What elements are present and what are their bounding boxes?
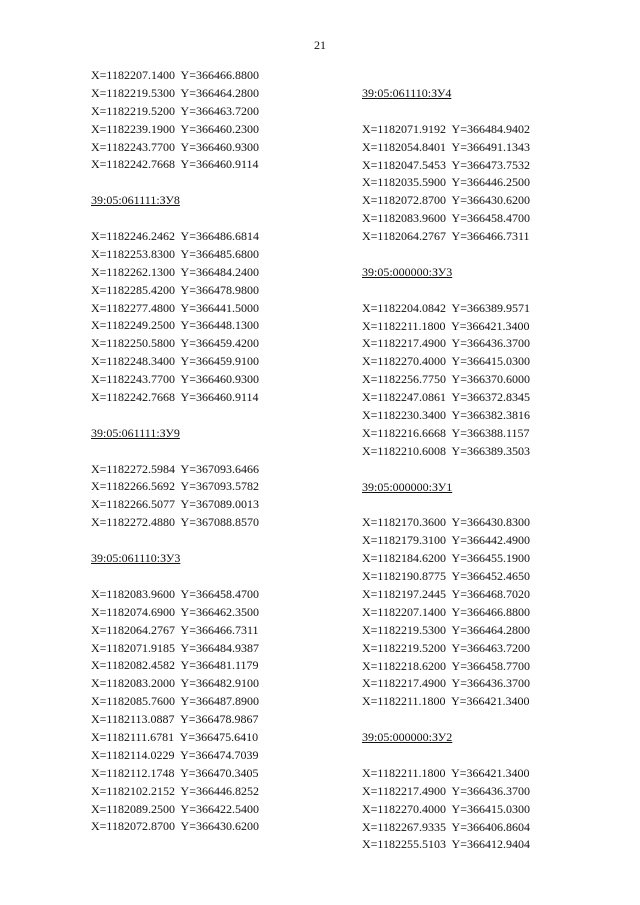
parcel-title: 39:05:000000:ЗУ2 [362,730,453,745]
coordinate-line: X=1182217.4900 Y=366436.3700 [362,676,530,691]
title-spacer [91,568,331,586]
block-spacer [91,532,331,550]
coordinate-line: X=1182083.9600 Y=366458.4700 [362,211,530,226]
coordinate-line: X=1182089.2500 Y=366422.5400 [91,801,259,816]
coordinate-line: X=1182217.4900 Y=366436.3700 [362,783,530,798]
coordinate-line: X=1182179.3100 Y=366442.4900 [362,533,530,548]
left-column [91,67,331,836]
block-spacer [362,461,602,479]
title-spacer [91,443,331,461]
coordinate-block [91,407,331,532]
coordinate-line: X=1182082.4582 Y=366481.1179 [91,658,259,673]
coordinate-line: X=1182217.4900 Y=366436.3700 [362,336,530,351]
coordinate-line: X=1182211.1800 Y=366421.3400 [362,318,530,333]
coordinate-line: X=1182085.7600 Y=366487.8900 [91,694,259,709]
coordinate-line: X=1182197.2445 Y=366468.7020 [362,586,530,601]
coordinate-line: X=1182207.1400 Y=366466.8800 [362,604,530,619]
coordinate-line: X=1182072.8700 Y=366430.6200 [91,819,259,834]
coordinate-line: X=1182218.6200 Y=366458.7700 [362,658,530,673]
coordinate-line: X=1182064.2767 Y=366466.7311 [91,622,259,637]
coordinate-line: X=1182272.5984 Y=367093.6466 [91,461,259,476]
coordinate-line: X=1182035.5900 Y=366446.2500 [362,175,530,190]
block-spacer [362,246,602,264]
block-spacer [362,711,602,729]
coordinate-line: X=1182211.1800 Y=366421.3400 [362,694,530,709]
coordinate-line: X=1182253.8300 Y=366485.6800 [91,246,259,261]
coordinate-line: X=1182246.2462 Y=366486.6814 [91,229,259,244]
coordinate-line: X=1182243.7700 Y=366460.9300 [91,372,259,387]
coordinate-line: X=1182270.4000 Y=366415.0300 [362,354,530,369]
coordinate-line: X=1182266.5077 Y=367089.0013 [91,497,259,512]
parcel-title: 39:05:061111:ЗУ8 [91,193,180,208]
title-spacer [362,282,602,300]
coordinate-line: X=1182249.2500 Y=366448.1300 [91,318,259,333]
coordinate-line: X=1182267.9335 Y=366406.8604 [362,819,530,834]
title-spacer [91,210,331,228]
parcel-title: 39:05:061110:ЗУ4 [362,86,452,100]
coordinate-block [91,67,331,174]
coordinate-line: X=1182242.7668 Y=366460.9114 [91,390,259,405]
coordinate-line: X=1182064.2767 Y=366466.7311 [362,229,530,244]
parcel-title: 39:05:061111:ЗУ9 [91,425,180,440]
coordinate-line: X=1182219.5300 Y=366464.2800 [91,85,259,100]
coordinate-block [362,461,602,711]
coordinate-line: X=1182204.0842 Y=366389.9571 [362,300,530,315]
coordinate-line: X=1182207.1400 Y=366466.8800 [91,68,259,82]
coordinate-line: X=1182071.9192 Y=366484.9402 [362,121,530,136]
coordinate-line: X=1182111.6781 Y=366475.6410 [91,729,259,744]
parcel-title: 39:05:061110:ЗУ3 [91,551,181,566]
coordinate-line: X=1182272.4880 Y=367088.8570 [91,515,259,530]
coordinate-line: X=1182102.2152 Y=366446.8252 [91,783,259,798]
coordinate-line: X=1182219.5200 Y=366463.7200 [91,103,259,118]
coordinate-line: X=1182255.5103 Y=366412.9404 [362,837,530,852]
parcel-title: 39:05:000000:ЗУ3 [362,264,453,279]
coordinate-line: X=1182219.5200 Y=366463.7200 [362,640,530,655]
coordinate-line: X=1182285.4200 Y=366478.9800 [91,282,259,297]
coordinate-line: X=1182247.0861 Y=366372.8345 [362,390,530,405]
coordinate-line: X=1182277.4800 Y=366441.5000 [91,300,259,315]
coordinate-line: X=1182266.5692 Y=367093.5782 [91,479,259,494]
title-spacer [362,496,602,514]
coordinate-line: X=1182113.0887 Y=366478.9867 [91,712,259,727]
coordinate-line: X=1182219.5300 Y=366464.2800 [362,622,530,637]
block-spacer [91,407,331,425]
title-spacer [362,103,602,121]
coordinate-line: X=1182170.3600 Y=366430.8300 [362,515,530,530]
coordinate-line: X=1182243.7700 Y=366460.9300 [91,139,259,154]
coordinate-line: X=1182083.9600 Y=366458.4700 [91,586,259,601]
coordinate-line: X=1182184.6200 Y=366455.1900 [362,551,530,566]
coordinate-line: X=1182262.1300 Y=366484.2400 [91,264,259,279]
coordinate-block [362,711,602,854]
coordinate-line: X=1182074.6900 Y=366462.3500 [91,604,259,619]
coordinate-line: X=1182112.1748 Y=366470.3405 [91,765,259,780]
coordinate-line: X=1182047.5453 Y=366473.7532 [362,157,530,172]
coordinate-line: X=1182210.6008 Y=366389.3503 [362,443,530,458]
coordinate-line: X=1182256.7750 Y=366370.6000 [362,372,530,387]
block-spacer [91,174,331,192]
coordinate-line: X=1182054.8401 Y=366491.1343 [362,139,530,154]
coordinate-line: X=1182239.1900 Y=366460.2300 [91,121,259,136]
coordinate-line: X=1182230.3400 Y=366382.3816 [362,408,530,423]
coordinate-line: X=1182083.2000 Y=366482.9100 [91,676,259,691]
coordinate-line: X=1182071.9185 Y=366484.9387 [91,640,259,655]
coordinate-line: X=1182211.1800 Y=366421.3400 [362,765,530,780]
coordinate-block [362,85,602,246]
coordinate-line: X=1182216.6668 Y=366388.1157 [362,425,530,440]
title-spacer [362,747,602,765]
coordinate-line: X=1182270.4000 Y=366415.0300 [362,801,530,816]
coordinate-line: X=1182242.7668 Y=366460.9114 [91,157,259,172]
page-number: 21 [314,38,326,52]
parcel-title: 39:05:000000:ЗУ1 [362,479,453,494]
coordinate-block [91,532,331,836]
right-column [362,85,602,854]
coordinate-block [362,246,602,461]
coordinate-line: X=1182248.3400 Y=366459.9100 [91,354,259,369]
coordinate-block [91,174,331,407]
coordinate-line: X=1182072.8700 Y=366430.6200 [362,193,530,208]
coordinate-line: X=1182114.0229 Y=366474.7039 [91,747,259,762]
coordinate-line: X=1182250.5800 Y=366459.4200 [91,336,259,351]
coordinate-line: X=1182190.8775 Y=366452.4650 [362,569,530,584]
